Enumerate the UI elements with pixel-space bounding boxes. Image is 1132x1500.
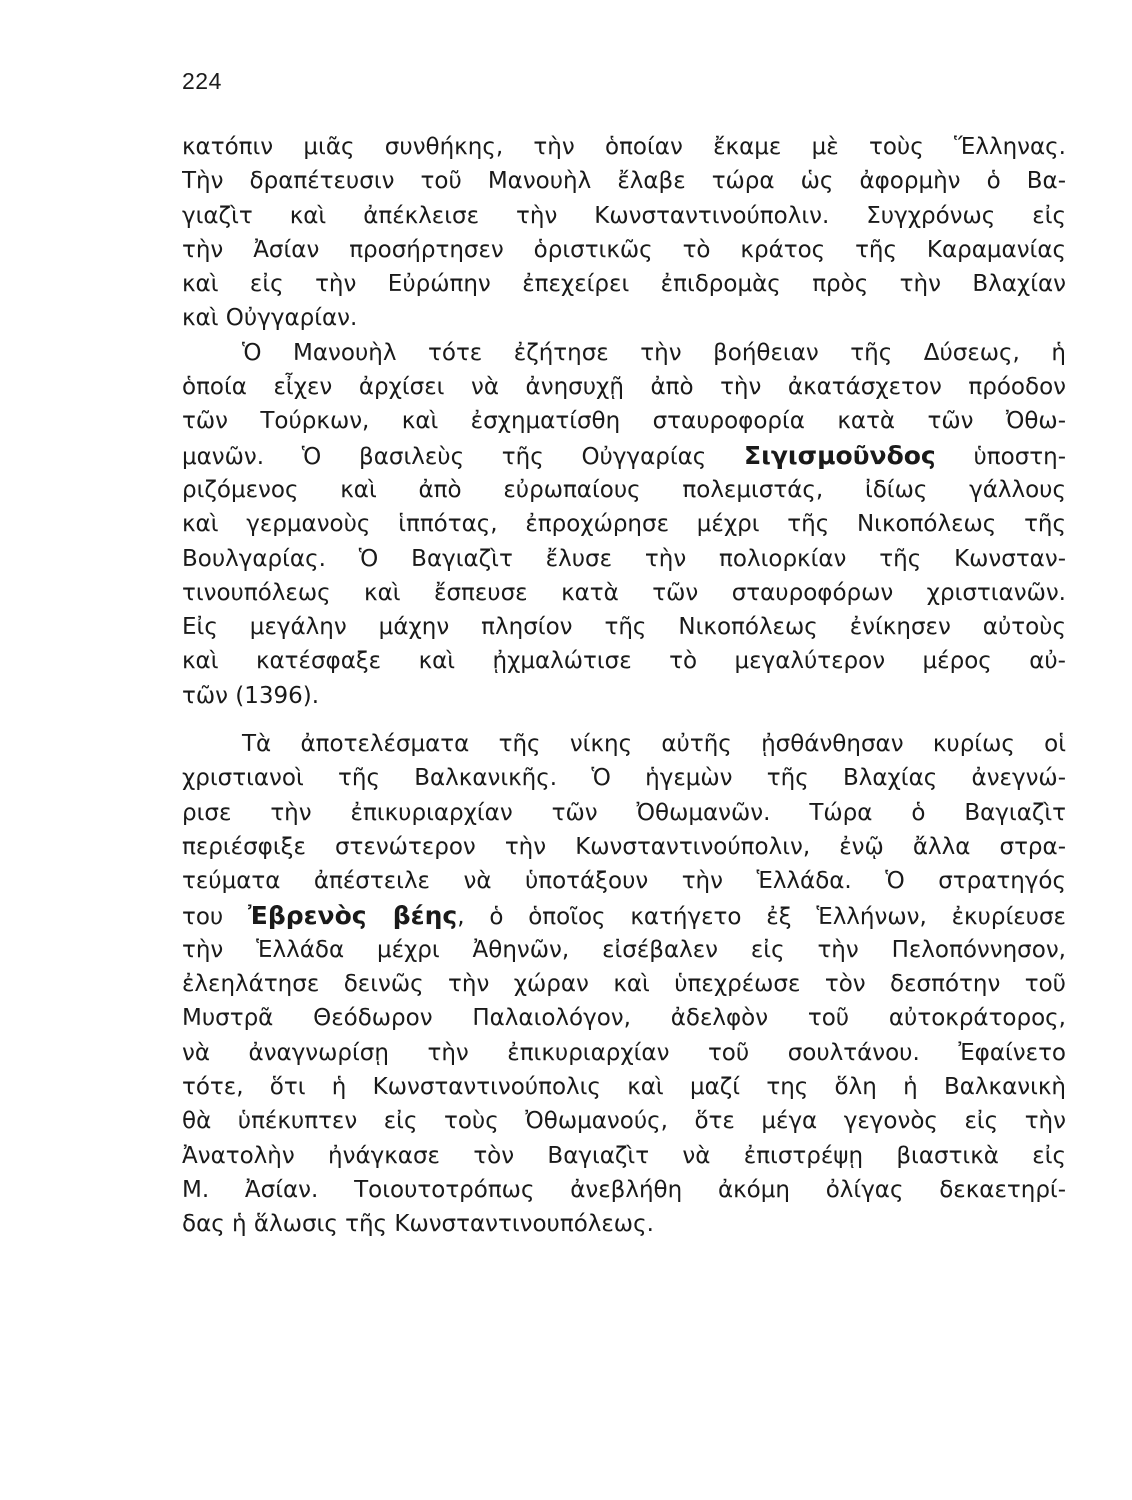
text-line: καὶ γερμανοὺς ἱππότας, ἐπροχώρησε μέχρι τῆς Νικοπόλεως τῆς xyxy=(182,511,1066,538)
text-line: Μυστρᾶ Θεόδωρον Παλαιολόγον, ἀδελφὸν τοῦ αὐτοκράτορος, xyxy=(182,1005,1066,1032)
text-line: ὁποία εἶχεν ἀρχίσει νὰ ἀνησυχῇ ἀπὸ τὴν ἀκατάσχετον πρόοδον xyxy=(182,374,1066,401)
text-fragment: του xyxy=(182,903,249,930)
body-text xyxy=(182,130,1066,1242)
text-line: τὴν Ἑλλάδα μέχρι Ἀθηνῶν, εἰσέβαλεν εἰς τὴν Πελοπόννησον, xyxy=(182,936,1066,963)
text-line: Μ. Ἀσίαν. Τοιουτοτρόπως ἀνεβλήθη ἀκόμη ὀλίγας δεκαετηρί- xyxy=(182,1176,1066,1203)
text-line: περιέσφιξε στενώτερον τὴν Κωνσταντινούπολιν, ἐνῷ ἄλλα στρα- xyxy=(182,833,1066,860)
text-line: δας ἡ ἅλωσις τῆς Κωνσταντινουπόλεως. xyxy=(182,1211,654,1238)
text-line: ἐλεηλάτησε δεινῶς τὴν χώραν καὶ ὑπεχρέωσε τὸν δεσπότην τοῦ xyxy=(182,971,1066,998)
text-fragment: μανῶν. Ὁ βασιλεὺς τῆς Οὐγγαρίας xyxy=(182,443,745,470)
text-line: Ἀνατολὴν ἠνάγκασε τὸν Βαγιαζὶτ νὰ ἐπιστρέψῃ βιαστικὰ εἰς xyxy=(182,1142,1066,1169)
bold-name-sigismund: Σιγισμοῦνδος xyxy=(744,440,936,470)
text-line: τότε, ὅτι ἡ Κωνσταντινούπολις καὶ μαζί της ὅλη ἡ Βαλκανικὴ xyxy=(182,1074,1066,1101)
paragraph-gap xyxy=(182,713,1066,727)
text-fragment: ὑποστη- xyxy=(935,443,1066,470)
text-line-with-name xyxy=(182,899,1066,933)
text-line: γιαζὶτ καὶ ἀπέκλεισε τὴν Κωνσταντινούπολιν. Συγχρόνως εἰς xyxy=(182,202,1066,229)
paragraph-1 xyxy=(182,130,1066,336)
text-line: καὶ κατέσφαξε καὶ ᾐχμαλώτισε τὸ μεγαλύτερον μέρος αὐ- xyxy=(182,648,1066,675)
text-line: καὶ Οὐγγαρίαν. xyxy=(182,305,358,332)
text-line: τεύματα ἀπέστειλε νὰ ὑποτάξουν τὴν Ἑλλάδα. Ὁ στρατηγός xyxy=(182,868,1066,895)
text-line: νὰ ἀναγνωρίσῃ τὴν ἐπικυριαρχίαν τοῦ σουλτάνου. Ἐφαίνετο xyxy=(182,1039,1066,1066)
text-line-with-name xyxy=(182,439,1066,473)
text-line: τινουπόλεως καὶ ἔσπευσε κατὰ τῶν σταυροφόρων χριστιανῶν. xyxy=(182,579,1066,606)
text-line: ριζόμενος καὶ ἀπὸ εὐρωπαίους πολεμιστάς, ἰδίως γάλλους xyxy=(182,476,1066,503)
text-line: τῶν Τούρκων, καὶ ἐσχηματίσθη σταυροφορία κατὰ τῶν Ὀθω- xyxy=(182,408,1066,435)
text-fragment: , ὁ ὁποῖος κατήγετο ἐξ Ἑλλήνων, ἐκυρίευσε xyxy=(457,903,1066,930)
text-line: Εἰς μεγάλην μάχην πλησίον τῆς Νικοπόλεως ἐνίκησεν αὐτοὺς xyxy=(182,614,1066,641)
page-number: 224 xyxy=(182,68,222,94)
text-line: Βουλγαρίας. Ὁ Βαγιαζὶτ ἔλυσε τὴν πολιορκίαν τῆς Κωνσταν- xyxy=(182,545,1066,572)
text-line: ρισε τὴν ἐπικυριαρχίαν τῶν Ὀθωμανῶν. Τώρα ὁ Βαγιαζὶτ xyxy=(182,799,1066,826)
text-line: Τὴν δραπέτευσιν τοῦ Μανουὴλ ἔλαβε τώρα ὡς ἀφορμὴν ὁ Βα- xyxy=(182,168,1066,195)
text-line: κατόπιν μιᾶς συνθήκης, τὴν ὁποίαν ἔκαμε μὲ τοὺς Ἕλληνας. xyxy=(182,134,1066,160)
text-line: τὴν Ἀσίαν προσήρτησεν ὁριστικῶς τὸ κράτος τῆς Καραμανίας xyxy=(182,236,1066,263)
bold-name-evrenos: Ἐβρενὸς βέης xyxy=(248,900,458,930)
paragraph-3 xyxy=(182,727,1066,1241)
text-line: χριστιανοὶ τῆς Βαλκανικῆς. Ὁ ἡγεμὼν τῆς Βλαχίας ἀνεγνώ- xyxy=(182,765,1066,792)
text-line: θὰ ὑπέκυπτεν εἰς τοὺς Ὀθωμανούς, ὅτε μέγα γεγονὸς εἰς τὴν xyxy=(182,1108,1066,1135)
text-line: καὶ εἰς τὴν Εὐρώπην ἐπεχείρει ἐπιδρομὰς πρὸς τὴν Βλαχίαν xyxy=(182,271,1066,298)
paragraph-2 xyxy=(182,336,1066,713)
text-line: Τὰ ἀποτελέσματα τῆς νίκης αὐτῆς ᾐσθάνθησαν κυρίως οἱ xyxy=(242,731,1066,758)
text-line: Ὁ Μανουὴλ τότε ἐζήτησε τὴν βοήθειαν τῆς Δύσεως, ἡ xyxy=(242,339,1066,366)
text-line: τῶν (1396). xyxy=(182,682,320,709)
